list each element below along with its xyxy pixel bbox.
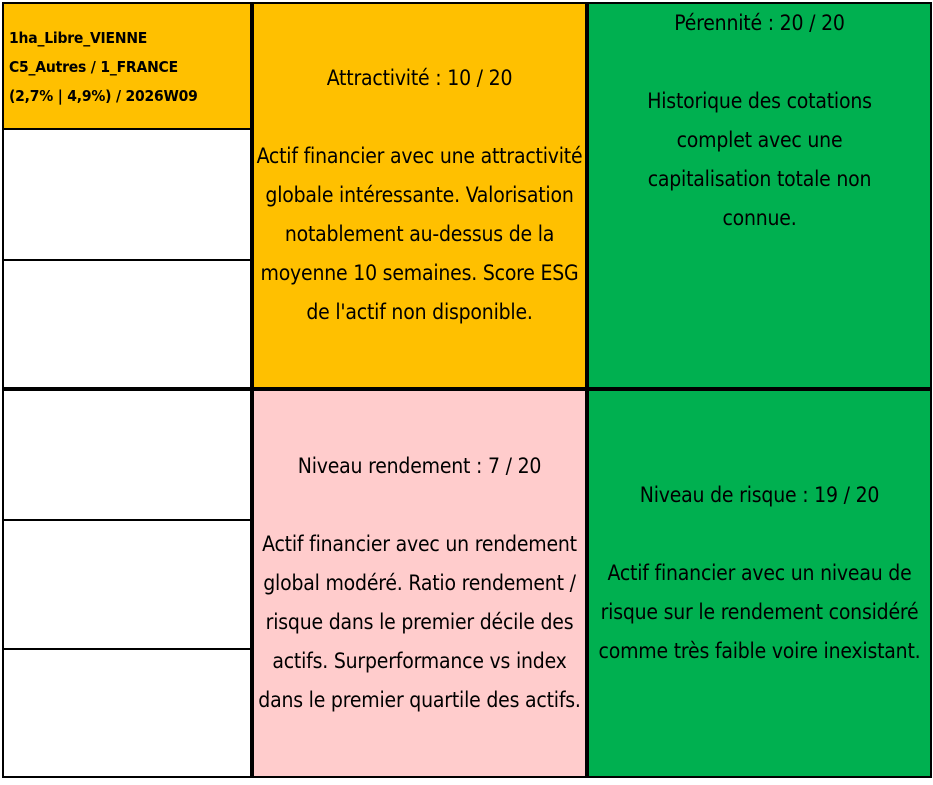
rendement-description: Actif financier avec un rendement global modéré. Ratio rendement / risque dans le premier décile des actifs. Surperformance vs index dans le premier quartile des actifs. bbox=[258, 532, 581, 712]
perennite-title: Pérennité : 20 / 20 bbox=[674, 10, 845, 35]
attractivite-panel bbox=[252, 2, 587, 389]
asset-name: 1ha_Libre_VIENNE bbox=[9, 29, 148, 47]
perennite-description: Historique des cotations complet avec une capitalisation totale non connue. bbox=[647, 88, 872, 230]
asset-id-box bbox=[2, 2, 252, 130]
perennite-panel bbox=[587, 2, 932, 389]
empty-cell bbox=[2, 130, 252, 261]
risque-panel bbox=[587, 389, 932, 778]
empty-cell bbox=[2, 521, 252, 650]
empty-cell bbox=[2, 650, 252, 778]
attractivite-description: Actif financier avec une attractivité globale intéressante. Valorisation notablement au-dessus de la moyenne 10 semaines. Score ESG de l'actif non disponible. bbox=[256, 144, 583, 324]
empty-cell bbox=[2, 389, 252, 521]
risque-description: Actif financier avec un niveau de risque sur le rendement considéré comme très faible voire inexistant. bbox=[598, 561, 921, 663]
empty-cell bbox=[2, 261, 252, 389]
rendement-title: Niveau rendement : 7 / 20 bbox=[297, 454, 542, 478]
asset-category: C5_Autres / 1_FRANCE bbox=[9, 58, 178, 76]
asset-stats: (2,7% | 4,9%) / 2026W09 bbox=[9, 87, 198, 105]
rendement-panel bbox=[252, 389, 587, 778]
risque-title: Niveau de risque : 19 / 20 bbox=[639, 483, 880, 507]
attractivite-title: Attractivité : 10 / 20 bbox=[326, 66, 513, 90]
